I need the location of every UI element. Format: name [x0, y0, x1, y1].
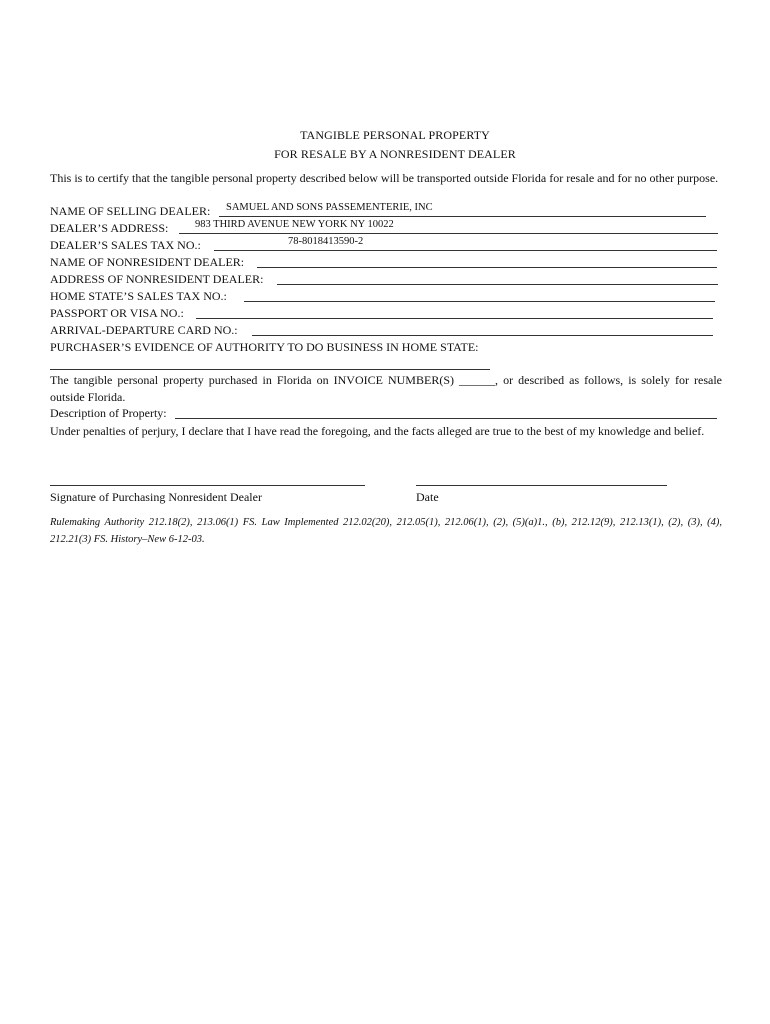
description-field[interactable]	[175, 418, 717, 419]
evidence-label: PURCHASER’S EVIDENCE OF AUTHORITY TO DO BUSINESS IN HOME STATE:	[50, 340, 479, 354]
form-title-line-1: TANGIBLE PERSONAL PROPERTY	[300, 128, 490, 142]
rulemaking-authority: Rulemaking Authority 212.18(2), 213.06(1) FS. Law Implemented 212.02(20), 212.05(1), 212.06(1), (2), (5)(a)1., (b), 212.12(9), 212.13(1), (2), (3), (4), 212.21(3) FS. History–New 6-12-03.	[50, 517, 722, 545]
sales-tax-field[interactable]	[214, 250, 717, 251]
home-state-tax-label: HOME STATE’S SALES TAX NO.:	[50, 289, 227, 303]
dealer-address-value[interactable]: 983 THIRD AVENUE NEW YORK NY 10022	[195, 219, 394, 230]
nonresident-address-label: ADDRESS OF NONRESIDENT DEALER:	[50, 272, 264, 286]
date-label: Date	[416, 490, 439, 504]
passport-field[interactable]	[196, 318, 713, 319]
passport-label: PASSPORT OR VISA NO.:	[50, 306, 184, 320]
arrival-card-row	[50, 322, 240, 338]
dealer-address-label: DEALER’S ADDRESS:	[50, 221, 169, 235]
nonresident-dealer-row	[50, 254, 246, 270]
evidence-field[interactable]	[50, 369, 490, 370]
certification-text: This is to certify that the tangible personal property described below will be transported outside Florida for resale and for no other purpose.	[50, 171, 719, 185]
home-state-tax-row	[50, 288, 229, 304]
invoice-statement: The tangible personal property purchased in Florida on INVOICE NUMBER(S) ______, or described as follows, is solely for resale outside Florida.	[50, 373, 722, 404]
selling-dealer-field[interactable]	[219, 216, 706, 217]
signature-line[interactable]	[50, 485, 365, 486]
selling-dealer-label: NAME OF SELLING DEALER:	[50, 204, 211, 218]
signature-label: Signature of Purchasing Nonresident Dealer	[50, 490, 262, 504]
date-line[interactable]	[416, 485, 667, 486]
home-state-tax-field[interactable]	[244, 301, 715, 302]
arrival-card-field[interactable]	[252, 335, 713, 336]
nonresident-dealer-field[interactable]	[257, 267, 717, 268]
nonresident-address-field[interactable]	[277, 284, 718, 285]
arrival-card-label: ARRIVAL-DEPARTURE CARD NO.:	[50, 323, 238, 337]
dealer-address-field[interactable]	[179, 233, 718, 234]
sales-tax-row	[50, 237, 203, 253]
passport-row	[50, 305, 186, 321]
selling-dealer-value[interactable]: SAMUEL AND SONS PASSEMENTERIE, INC	[226, 202, 433, 213]
description-label: Description of Property:	[50, 406, 167, 420]
sales-tax-value[interactable]: 78-8018413590-2	[288, 236, 364, 247]
evidence-row	[50, 339, 481, 355]
description-row	[50, 405, 169, 421]
nonresident-dealer-label: NAME OF NONRESIDENT DEALER:	[50, 255, 245, 269]
dealer-address-row	[50, 220, 170, 236]
sales-tax-label: DEALER’S SALES TAX NO.:	[50, 238, 201, 252]
form-title-line-2: FOR RESALE BY A NONRESIDENT DEALER	[274, 147, 516, 161]
perjury-statement: Under penalties of perjury, I declare that I have read the foregoing, and the facts alleged are true to the best of my knowledge and belief.	[50, 424, 705, 438]
selling-dealer-row	[50, 203, 212, 219]
nonresident-address-row	[50, 271, 265, 287]
